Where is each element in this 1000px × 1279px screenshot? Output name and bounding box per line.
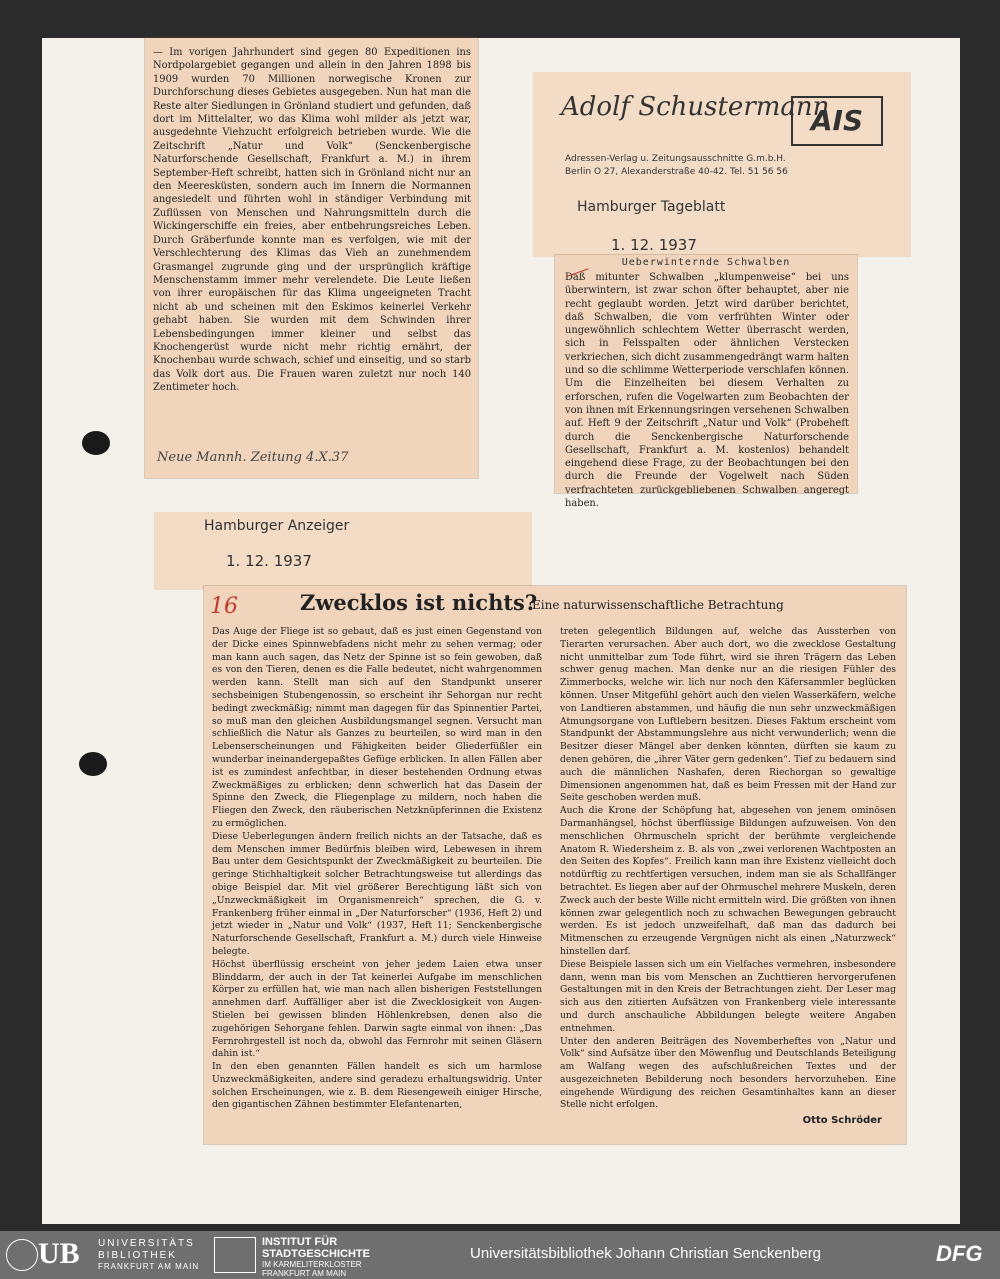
- institute-line2: STADTGESCHICHTE: [262, 1248, 370, 1260]
- clip-swallows-article: [555, 255, 857, 510]
- article-column-1: Das Auge der Fliege ist so gebaut, daß es just einen Gegenstand von der Dicke eines Spinnwebfadens nicht mehr zu sehen vermag; oder man kann auch sagen, das Netz der Spinne ist so fein gewoben, daß es von den Tieren, denen es die Falle bedeutet, nicht wahrgenommen werden kann. Stellt man sich auf den Standpunkt unserer sechsbeinigen Stubengenossin, so erscheint ihr Sehorgan nur recht bedingt zweckmäßig; nimmt man dagegen für das Spinnentier Partei, so muß man den gleichen Ausbildungsmangel segnen. Versucht man schließlich die Natur als Ganzes zu beurteilen, so wird man in den Lebenserscheinungen und Fähigkeiten beider Gliederfüßler ein wunderbar ineinandergepaßtes Gefüge erblicken. In allen Fällen aber ist es zumindest anfechtbar, in dieser bestehenden Ordnung etwas Zweckmäßiges zu erblicken; denn schwerlich hat das Dasein der Spinne den Zweck, die Fliegenplage zu mildern, noch haben die Fliegen den Zweck, den räuberischen Netzknüpferinnen die Existenz zu ermöglichen. Diese Ueberlegungen ändern freilich nichts an der Tatsache, daß es dem Menschen immer Bedürfnis bleiben wird, Lebewesen in ihrem Bau unter dem Gesichtspunkt der Zweckmäßigkeit zu beurteilen. Die geringe Stichhaltigkeit solcher Betrachtungsweise tut allerdings das obige Beispiel dar. Mit viel größerer Berechtigung läßt sich von „Unzweckmäßigkeit im Organismenreich“ sprechen, die G. v. Frankenberg früher einmal in „Der Naturforscher“ (1936, Heft 2) und jetzt wieder in „Natur und Volk“ (1937, Heft 11; Senckenbergische Naturforschende Gesellschaft, Frankfurt a. M.) durch viele Hinweise belegte. Höchst überflüssig erscheint von jeher jedem Laien etwa unser Blinddarm, der auch in der Tat keinerlei Aufgabe im menschlichen Körper zu erfüllen hat, wie man nach allen bisherigen Feststellungen annehmen darf. Auffälliger aber ist die Zwecklosigkeit von Augen-Stielen bei gewissen blinden Höhlenkrebsen, denen also die zugehörigen Sehorgane fehlen. Darwin sagte einmal von ihnen: „Das Fernrohrgestell ist noch da, obwohl das Fernrohr mit seinen Gläsern dahin ist.“ In den eben genannten Fällen handelt es sich um harmlose Unzweckmäßigkeiten, andere sind geradezu erhaltungswidrig. Unter solchen Erscheinungen, wie z. B. dem Riesengeweih einiger Hirsche, den gigantischen Zähnen bestimmter Elefantenarten,: [212, 626, 542, 1111]
- clip-zwecklos-article: [204, 586, 906, 1144]
- swallows-heading: Ueberwinternde Schwalben: [621, 257, 791, 268]
- handwritten-source-note: Neue Mannh. Zeitung 4.X.37: [157, 450, 349, 465]
- footer-library-name: Universitätsbibliothek Johann Christian Senckenberg: [470, 1245, 822, 1262]
- institute-line1: INSTITUT FÜR: [262, 1236, 338, 1248]
- article-title: Zwecklos ist nichts?: [300, 590, 538, 615]
- agency-logo: AIS: [791, 96, 883, 146]
- institute-line3: IM KARMELITERKLOSTER: [262, 1260, 362, 1269]
- ub-seal-icon: [6, 1239, 38, 1271]
- clip-greenland-article: [145, 38, 478, 478]
- source-newspaper: Hamburger Tageblatt: [577, 199, 726, 215]
- greenland-article-text: — Im vorigen Jahrhundert sind gegen 80 Expeditionen ins Nordpolargebiet gegangen und allein in den Jahren 1898 bis 1909 wurden 70 Millionen norwegische Kronen zur Durchforschung dieses Gebietes ausgegeben. Nun hat man die Reste alter Siedlungen in Grönland studiert und gefunden, daß dort im Mittelalter, wo das Klima wohl milder als jetzt war, ausgedehnte Viehzucht erfolgreich betrieben wurde. Wie die Zeitschrift „Natur und Volk“ (Senckenbergische Naturforschende Gesellschaft, Frankfurt a. M.) in ihrem September-Heft schreibt, hatten sich in Grönland nicht nur an den Meeresküsten, sondern auch im Innern die Normannen angesiedelt und führten wohl in ständiger Verbindung mit Zuflüssen von Menschen und Nahrungsmitteln durch die Wickingerschiffe ein freies, aber entbehrungsreiches Leben. Durch Gräberfunde konnte man es verfolgen, wie mit der Verschlechterung des Klimas das Vieh an zunehmendem Grasmangel zugrunde ging und der ursprünglich kräftige Menschenstamm immer mehr verelendete. Die Leute ließen von ihrer europäischen für das Klima ungeeigneten Tracht nicht ab und scheinen mit den Eskimos keinerlei Verkehr gehabt haben. Sie wurden mit dem Schwinden ihrer Lebensbedingungen immer kleiner und selbst das Knochengerüst wurde nicht mehr richtig ernährt, der Knochenbau wurde schwach, schief und einseitig, und so starb das Volk dort aus. Die Frauen waren zuletzt nur noch 140 Zentimeter hoch.: [153, 47, 471, 394]
- agency-address-line1: Adressen-Verlag u. Zeitungsausschnitte G.m.b.H.: [565, 154, 786, 164]
- agency-address-line2: Berlin O 27, Alexanderstraße 40-42. Tel. 51 56 56: [565, 167, 788, 177]
- footer-bar: [0, 1231, 1000, 1279]
- article-subtitle: Eine naturwissenschaftliche Betrachtung: [532, 598, 784, 612]
- source-date: 1. 12. 1937: [611, 236, 697, 254]
- ub-logo-line3: FRANKFURT AM MAIN: [98, 1262, 200, 1271]
- institute-logo-icon: [214, 1237, 256, 1273]
- ub-logo-short: UB: [38, 1237, 80, 1270]
- agency-brand-name: Adolf Schustermann: [561, 92, 830, 122]
- clip-agency-header: [533, 72, 911, 257]
- article-column-2: treten gelegentlich Bildungen auf, welche das Aussterben von Tierarten verursachen. Aber auch dort, wo die zwecklose Gestaltung nicht unmittelbar zum Tode führt, wird sie ihren Trägern das Leben schwer genug machen. Man denke nur an die riesigen Fühler des Zimmerbocks, welche wir. lich nur noch den Käfersammler beglücken können. Unser Mitgefühl gehört auch den vielen Wasserkäfern, welche von Landtieren abstammen, und häufig die nun sehr unzweckmäßigen Atmungsorgane von Luftlebern besitzen. Dieses Faktum erscheint vom Standpunkt der Abstammungslehre aus nicht verwunderlich; wenn die Besitzer dieser Mängel aber denken könnten, dürften sie kaum zu denen gehören, die „ihrer Väter gern gedenken“. Tief zu bedauern sind auch die männlichen Nashafen, deren Riechorgan so gewaltige Dimensionen angenommen hat, daß es beim Fressen mit der Hand zur Seite geschoben werden muß. Auch die Krone der Schöpfung hat, abgesehen von jenem ominösen Darmanhängsel, höchst überflüssige Bildungen aufzuweisen. Von den menschlichen Ohrmuscheln spricht der berühmte vergleichende Anatom R. Wiedersheim z. B. als von „zwei verlorenen Wachtposten an den Seiten des Kopfes“. Freilich kann man ihre Existenz vielleicht doch notdürftig zu rechtfertigen versuchen, indem man sie als Schallfänger betrachtet. Es liegen aber auf der Ohrmuschel mehrere Muskeln, deren Zweck auch der beste Wille nicht ermitteln wird. Die größten von ihnen können zwar gelegentlich noch zu schwachen Bewegungen gebraucht werden. Es ist jedoch unzweifelhaft, daß man das dadurch bei Mitmenschen zu erzeugende Vergnügen nicht als einen „Naturzweck“ hinstellen darf. Diese Beispiele lassen sich um ein Vielfaches vermehren, insbesondere dann, wenn man bis vom Menschen an Zuchttieren hervorgerufenen Gestaltungen mit in den Kreis der Betrachtungen zieht. Der Leser mag sich aus den zitierten Aufsätzen von Frankenberg viele interessante und durch anschauliche Abbildungen belegte weitere Angaben entnehmen. Unter den anderen Beiträgen des Novemberheftes von „Natur und Volk“ sind Aufsätze über den Möwenflug und Deutschlands Beteiligung am Walfang wegen des aufschlußreichen Textes und der ausgezeichneten Bebilderung noch besonders hervorzuheben. Eine eingehende Würdigung des reichen Gesamtinhaltes kann an dieser Stelle nicht erfolgen.: [560, 626, 896, 1111]
- red-number-mark: 16: [210, 594, 238, 619]
- institute-line4: FRANKFURT AM MAIN: [262, 1269, 347, 1278]
- ub-logo-line1: UNIVERSITÄTS: [98, 1238, 195, 1249]
- ub-logo-line2: BIBLIOTHEK: [98, 1250, 177, 1261]
- punch-hole-bottom: [79, 752, 107, 776]
- clip-anzeiger-header: [154, 512, 532, 590]
- punch-hole-top: [82, 431, 110, 455]
- source-date-2: 1. 12. 1937: [226, 552, 312, 570]
- source-newspaper-2: Hamburger Anzeiger: [204, 518, 350, 534]
- swallows-article-text: Daß mitunter Schwalben „klumpenweise“ bei uns überwintern, ist zwar schon öfter behauptet, aber nie recht geglaubt worden. Jetzt wird darüber berichtet, daß Schwalben, die vom verfrühten Winter oder ungewöhnlich schlechtem Wetter überrascht werden, sich in Felsspalten oder ähnlichen Verstecken verkriechen, sich dicht zusammengedrängt warm halten und so die schlimme Wetterperiode verschlafen können. Um die Einzelheiten bei diesem Verhalten zu erforschen, rufen die Vogelwarten zum Beobachten der von ihnen mit Erkennungsringen versehenen Schwalben auf. Heft 9 der Zeitschrift „Natur und Volk“ (Probeheft durch die Senckenbergische Naturforschende Gesellschaft, Frankfurt a. M. kostenlos) behandelt eingehend diese Frage, zu der Beobachtungen bei den durch die Freunde der Vogelwelt nach Süden verfrachteten zurückgebliebenen Schwalben angeregt haben.: [565, 272, 850, 510]
- dfg-logo: DFG: [936, 1241, 983, 1266]
- article-author: Otto Schröder: [802, 1115, 882, 1126]
